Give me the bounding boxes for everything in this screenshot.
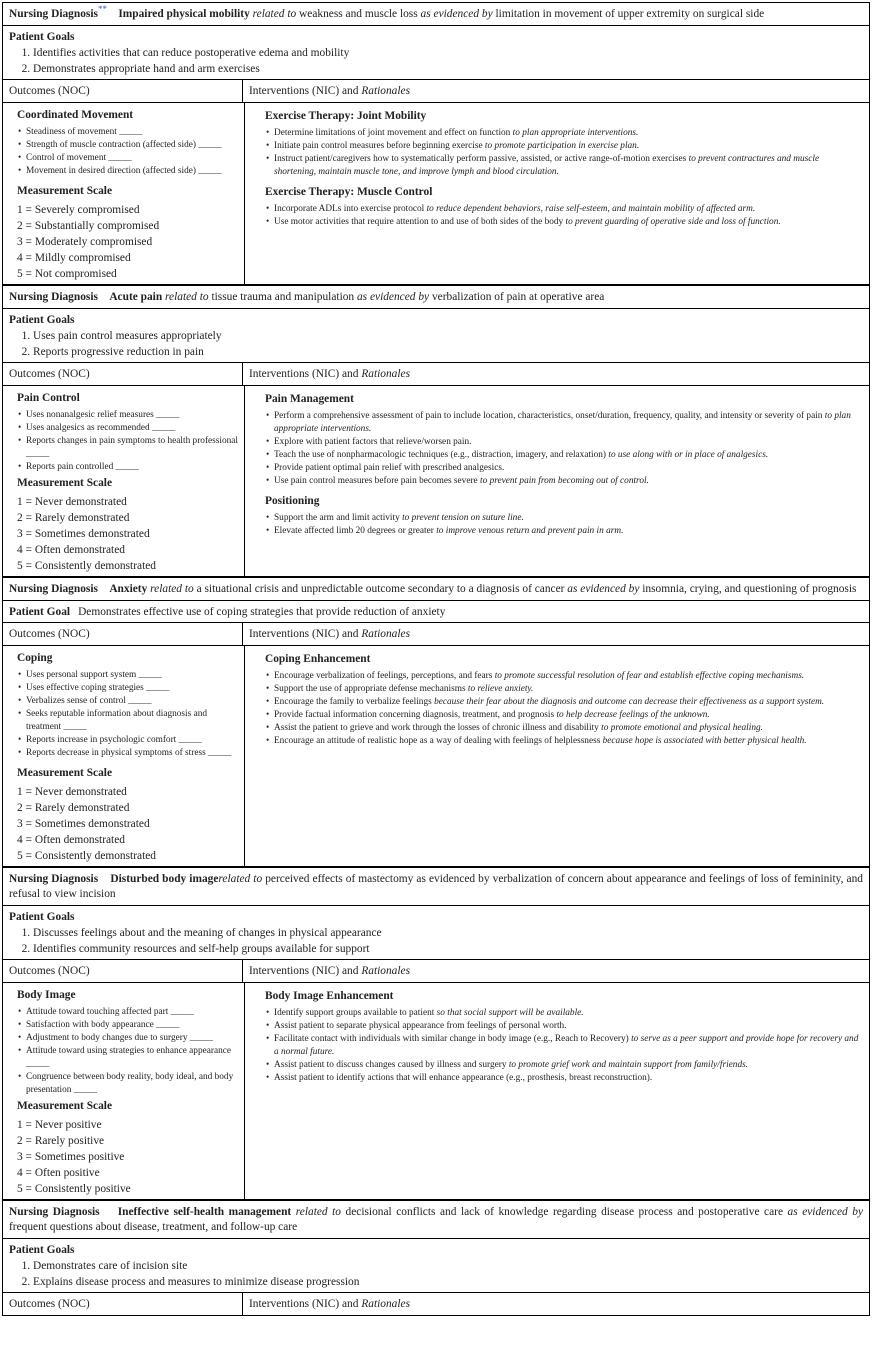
diagnosis-name: Anxiety bbox=[109, 583, 148, 595]
interventions-header bbox=[243, 1293, 869, 1315]
intervention-item: • Determine limitations of joint movement and effect on function to plan appropriate interventions. bbox=[274, 127, 863, 140]
footnote-marker[interactable]: ** bbox=[97, 4, 107, 15]
intervention-item: • Teach the use of nonpharmacologic techniques (e.g., distraction, imagery, and relaxation) to use along with or in place of analgesics. bbox=[274, 449, 863, 462]
nursing-diagnosis bbox=[3, 867, 869, 905]
outcome-indicator: • Movement in desired direction (affected side) _____ bbox=[26, 165, 238, 178]
patient-goal-label: Patient Goal bbox=[9, 606, 71, 618]
outcome-title: Coordinated Movement bbox=[17, 109, 134, 121]
outcome-indicator: • Attitude toward using strategies to enhance appearance _____ bbox=[26, 1045, 238, 1071]
goal-item: 2. Demonstrates appropriate hand and arm exercises bbox=[33, 61, 863, 77]
intervention-item: • Assist patient to discuss changes caused by illness and surgery to promote grief work and maintain support from family/friends. bbox=[274, 1059, 863, 1072]
intervention-title: Exercise Therapy: Joint Mobility bbox=[265, 110, 427, 122]
related-text: decisional conflicts and lack of knowledge regarding disease process and postoperative care bbox=[345, 1206, 784, 1218]
outcome-indicator: • Reports decrease in physical symptoms of stress _____ bbox=[26, 747, 238, 760]
nursing-diagnosis bbox=[3, 1200, 869, 1238]
outcome-indicator: • Congruence between body reality, body ideal, and body presentation _____ bbox=[26, 1071, 238, 1097]
outcome-title: Body Image bbox=[17, 989, 76, 1001]
scale-item: 2 = Substantially compromised bbox=[17, 220, 160, 232]
scale-item: 4 = Often positive bbox=[17, 1167, 100, 1179]
intervention-item: • Instruct patient/caregivers how to systematically perform passive, assisted, or active range-of-motion exercises to prevent contractures and muscle shortening, maintain muscle tone, and improve lymph and blood circulation. bbox=[274, 153, 863, 179]
related-to-label: related to bbox=[252, 8, 297, 20]
intervention-title: Coping Enhancement bbox=[265, 653, 371, 665]
intervention-item: • Support the use of appropriate defense mechanisms to relieve anxiety. bbox=[274, 683, 863, 696]
related-text: a situational crisis and unpredictable outcome secondary to a diagnosis of cancer bbox=[196, 583, 565, 595]
scale-item: 4 = Often demonstrated bbox=[17, 834, 125, 846]
measurement-scale-title: Measurement Scale bbox=[17, 185, 113, 197]
related-to-label: related to bbox=[150, 583, 194, 595]
interventions-column bbox=[245, 646, 869, 866]
evidence-label: as evidenced by bbox=[567, 583, 640, 595]
outcome-indicator: • Reports changes in pain symptoms to health professional _____ bbox=[26, 435, 238, 461]
interventions-header-text: Interventions (NIC) and bbox=[249, 965, 359, 977]
rationales-label: Rationales bbox=[361, 628, 411, 640]
interventions-header-text: Interventions (NIC) and bbox=[249, 85, 359, 97]
outcome-indicator: • Adjustment to body changes due to surgery _____ bbox=[26, 1032, 238, 1045]
scale-item: 3 = Moderately compromised bbox=[17, 236, 153, 248]
goal-item: 2. Explains disease process and measures to minimize disease progression bbox=[33, 1274, 863, 1290]
diagnosis-name: Acute pain bbox=[109, 291, 163, 303]
scale-item: 4 = Mildly compromised bbox=[17, 252, 131, 264]
intervention-item: • Explore with patient factors that relieve/worsen pain. bbox=[274, 436, 863, 449]
interventions-column bbox=[245, 386, 869, 576]
section-self-health-management bbox=[2, 1200, 870, 1316]
intervention-item: • Perform a comprehensive assessment of pain to include location, characteristics, onset/duration, frequency, quality, and intensity or severity of pain to plan appropriate interventions. bbox=[274, 410, 863, 436]
scale-item: 1 = Never demonstrated bbox=[17, 786, 127, 798]
column-headers bbox=[3, 362, 869, 385]
intervention-item: • Initiate pain control measures before beginning exercise to promote participation in exercise plan. bbox=[274, 140, 863, 153]
outcomes-header: Outcomes (NOC) bbox=[3, 960, 243, 982]
patient-goals bbox=[3, 905, 869, 959]
outcome-indicator: • Uses nonanalgesic relief measures _____ bbox=[26, 409, 238, 422]
patient-goals-label: Patient Goals bbox=[9, 911, 75, 923]
interventions-header bbox=[243, 363, 869, 385]
outcome-indicator: • Strength of muscle contraction (affected side) _____ bbox=[26, 139, 238, 152]
patient-goals bbox=[3, 1238, 869, 1292]
diagnosis-label: Nursing Diagnosis bbox=[9, 291, 98, 303]
intervention-title: Pain Management bbox=[265, 393, 354, 405]
scale-item: 3 = Sometimes demonstrated bbox=[17, 528, 150, 540]
outcome-indicator: • Reports increase in psychologic comfort _____ bbox=[26, 734, 238, 747]
measurement-scale-title: Measurement Scale bbox=[17, 477, 113, 489]
scale-item: 3 = Sometimes positive bbox=[17, 1151, 125, 1163]
diagnosis-name: Ineffective self-health management bbox=[117, 1206, 292, 1218]
plan-body bbox=[3, 982, 869, 1199]
interventions-header-text: Interventions (NIC) and bbox=[249, 1298, 359, 1310]
patient-goals-label: Patient Goals bbox=[9, 1244, 75, 1256]
intervention-item: • Support the arm and limit activity to prevent tension on suture line. bbox=[274, 512, 863, 525]
intervention-title: Positioning bbox=[265, 495, 320, 507]
diagnosis-label: Nursing Diagnosis bbox=[9, 1206, 100, 1218]
outcome-indicator: • Reports pain controlled _____ bbox=[26, 461, 238, 474]
column-headers bbox=[3, 79, 869, 102]
intervention-item: • Assist the patient to grieve and work through the losses of chronic illness and disability to promote emotional and physical healing. bbox=[274, 722, 863, 735]
diagnosis-label: Nursing Diagnosis bbox=[9, 583, 98, 595]
goal-item: Demonstrates effective use of coping strategies that provide reduction of anxiety bbox=[78, 606, 446, 618]
rationales-label: Rationales bbox=[361, 965, 411, 977]
outcomes-header: Outcomes (NOC) bbox=[3, 623, 243, 645]
evidence-text: insomnia, crying, and questioning of prognosis bbox=[642, 583, 857, 595]
scale-item: 5 = Consistently demonstrated bbox=[17, 850, 156, 862]
intervention-item: • Provide patient optimal pain relief with prescribed analgesics. bbox=[274, 462, 863, 475]
outcome-indicator: • Seeks reputable information about diagnosis and treatment _____ bbox=[26, 708, 238, 734]
intervention-item: • Incorporate ADLs into exercise protocol to reduce dependent behaviors, raise self-esteem, and maintain mobility of affected arm. bbox=[274, 203, 863, 216]
outcomes-column bbox=[3, 646, 245, 866]
scale-item: 4 = Often demonstrated bbox=[17, 544, 125, 556]
evidence-text: frequent questions about disease, treatment, and follow-up care bbox=[9, 1221, 298, 1233]
nursing-diagnosis bbox=[3, 285, 869, 308]
outcomes-header: Outcomes (NOC) bbox=[3, 1293, 243, 1315]
intervention-item: • Encourage the family to verbalize feelings because their fear about the diagnosis and outcome can decrease their effectiveness as a support system. bbox=[274, 696, 863, 709]
outcome-indicator: • Uses effective coping strategies _____ bbox=[26, 682, 238, 695]
column-headers bbox=[3, 622, 869, 645]
intervention-item: • Elevate affected limb 20 degrees or greater to improve venous return and prevent pain in arm. bbox=[274, 525, 863, 538]
diagnosis-name: Disturbed body image bbox=[110, 873, 219, 885]
diagnosis-label: Nursing Diagnosis bbox=[9, 8, 98, 20]
section-anxiety bbox=[2, 577, 870, 867]
plan-body bbox=[3, 102, 869, 284]
measurement-scale-title: Measurement Scale bbox=[17, 767, 113, 779]
nursing-diagnosis bbox=[3, 577, 869, 600]
goal-item: 1. Identifies activities that can reduce postoperative edema and mobility bbox=[33, 45, 863, 61]
outcomes-column bbox=[3, 386, 245, 576]
goal-item: 1. Discusses feelings about and the meaning of changes in physical appearance bbox=[33, 925, 863, 941]
outcome-indicator: • Satisfaction with body appearance _____ bbox=[26, 1019, 238, 1032]
patient-goal bbox=[3, 600, 869, 622]
goal-item: 1. Uses pain control measures appropriately bbox=[33, 328, 863, 344]
outcomes-column bbox=[3, 103, 245, 284]
section-acute-pain bbox=[2, 285, 870, 577]
evidence-label: as evidenced by bbox=[356, 291, 430, 303]
intervention-item: • Assist patient to separate physical appearance from feelings of personal worth. bbox=[274, 1020, 863, 1033]
outcome-title: Pain Control bbox=[17, 392, 80, 404]
intervention-item: • Use pain control measures before pain becomes severe to prevent pain from becoming out of control. bbox=[274, 475, 863, 488]
related-text: weakness and muscle loss bbox=[299, 8, 418, 20]
care-plan-document bbox=[2, 2, 870, 1316]
outcomes-header: Outcomes (NOC) bbox=[3, 363, 243, 385]
section-impaired-mobility bbox=[2, 2, 870, 285]
intervention-item: • Provide factual information concerning diagnosis, treatment, and prognosis to help decrease feelings of the unknown. bbox=[274, 709, 863, 722]
scale-item: 1 = Never demonstrated bbox=[17, 496, 127, 508]
outcome-indicator: • Control of movement _____ bbox=[26, 152, 238, 165]
scale-item: 1 = Never positive bbox=[17, 1119, 102, 1131]
section-body-image bbox=[2, 867, 870, 1200]
evidence-text: verbalization of pain at operative area bbox=[431, 291, 605, 303]
goal-item: 1. Demonstrates care of incision site bbox=[33, 1258, 863, 1274]
evidence-label: as evidenced by bbox=[420, 8, 493, 20]
patient-goals-label: Patient Goals bbox=[9, 31, 75, 43]
scale-item: 2 = Rarely positive bbox=[17, 1135, 105, 1147]
goal-item: 2. Identifies community resources and self-help groups available for support bbox=[33, 941, 863, 957]
plan-body bbox=[3, 385, 869, 576]
outcome-indicator: • Verbalizes sense of control _____ bbox=[26, 695, 238, 708]
patient-goals-label: Patient Goals bbox=[9, 314, 75, 326]
scale-item: 3 = Sometimes demonstrated bbox=[17, 818, 150, 830]
intervention-item: • Facilitate contact with individuals with similar change in body image (e.g., Reach to Recovery) to serve as a peer support and provide hope for recovery and a normal future. bbox=[274, 1033, 863, 1059]
intervention-item: • Encourage an attitude of realistic hope as a way of dealing with feelings of helplessness because hope is associated with better physical health. bbox=[274, 735, 863, 748]
rationales-label: Rationales bbox=[361, 1298, 411, 1310]
patient-goals bbox=[3, 25, 869, 79]
scale-item: 2 = Rarely demonstrated bbox=[17, 512, 130, 524]
related-text: perceived effects of mastectomy as evidenced by verbalization of concern about appearance and feelings of loss of femininity, and refusal to view incision bbox=[9, 873, 863, 900]
scale-item: 5 = Consistently positive bbox=[17, 1183, 131, 1195]
outcomes-column bbox=[3, 983, 245, 1199]
outcome-indicator: • Attitude toward touching affected part _____ bbox=[26, 1006, 238, 1019]
column-headers bbox=[3, 959, 869, 982]
related-text: tissue trauma and manipulation bbox=[211, 291, 355, 303]
evidence-text: limitation in movement of upper extremity on surgical side bbox=[495, 8, 765, 20]
interventions-column bbox=[245, 983, 869, 1199]
intervention-item: • Assist patient to identify actions that will enhance appearance (e.g., prosthesis, breast reconstruction). bbox=[274, 1072, 863, 1085]
intervention-item: • Use motor activities that require attention to and use of both sides of the body to prevent guarding of operative side and loss of function. bbox=[274, 216, 863, 229]
related-to-label: related to bbox=[295, 1206, 341, 1218]
interventions-header bbox=[243, 960, 869, 982]
related-to-label: related to bbox=[165, 291, 209, 303]
intervention-item: • Encourage verbalization of feelings, perceptions, and fears to promote successful resolution of fear and establish effective coping mechanisms. bbox=[274, 670, 863, 683]
outcome-indicator: • Uses personal support system _____ bbox=[26, 669, 238, 682]
outcome-title: Coping bbox=[17, 652, 53, 664]
scale-item: 5 = Not compromised bbox=[17, 268, 117, 280]
scale-item: 2 = Rarely demonstrated bbox=[17, 802, 130, 814]
plan-body bbox=[3, 645, 869, 866]
rationales-label: Rationales bbox=[361, 368, 411, 380]
diagnosis-name: Impaired physical mobility bbox=[118, 8, 250, 20]
interventions-header-text: Interventions (NIC) and bbox=[249, 368, 359, 380]
nursing-diagnosis bbox=[3, 2, 869, 25]
rationales-label: Rationales bbox=[361, 85, 411, 97]
intervention-title: Exercise Therapy: Muscle Control bbox=[265, 186, 433, 198]
interventions-header bbox=[243, 623, 869, 645]
related-to-label: related to bbox=[218, 873, 263, 885]
intervention-item: • Identify support groups available to patient so that social support will be available. bbox=[274, 1007, 863, 1020]
goal-item: 2. Reports progressive reduction in pain bbox=[33, 344, 863, 360]
diagnosis-label: Nursing Diagnosis bbox=[9, 873, 99, 885]
interventions-column bbox=[245, 103, 869, 284]
evidence-label: as evidenced by bbox=[787, 1206, 863, 1218]
column-headers bbox=[3, 1292, 869, 1315]
outcomes-header: Outcomes (NOC) bbox=[3, 80, 243, 102]
patient-goals bbox=[3, 308, 869, 362]
scale-item: 5 = Consistently demonstrated bbox=[17, 560, 156, 572]
interventions-header-text: Interventions (NIC) and bbox=[249, 628, 359, 640]
measurement-scale-title: Measurement Scale bbox=[17, 1100, 113, 1112]
intervention-title: Body Image Enhancement bbox=[265, 990, 394, 1002]
outcome-indicator: • Steadiness of movement _____ bbox=[26, 126, 238, 139]
outcome-indicator: • Uses analgesics as recommended _____ bbox=[26, 422, 238, 435]
scale-item: 1 = Severely compromised bbox=[17, 204, 140, 216]
interventions-header bbox=[243, 80, 869, 102]
